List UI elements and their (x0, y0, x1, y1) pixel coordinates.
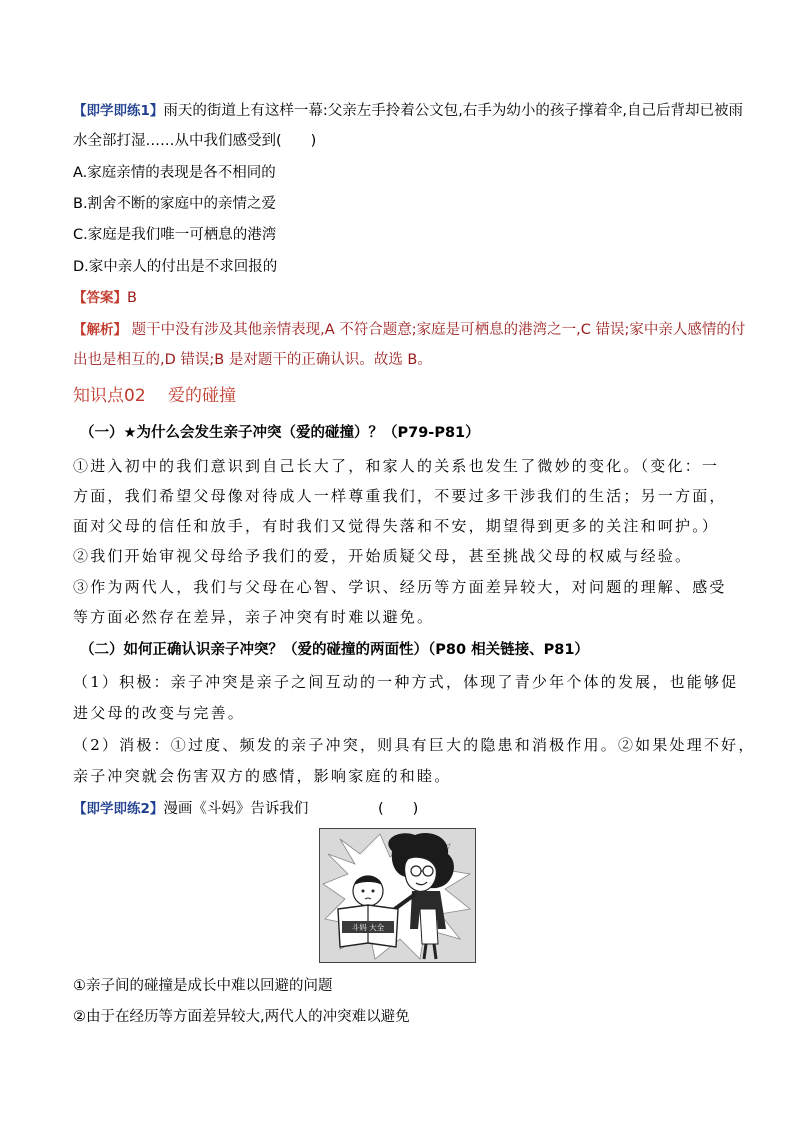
section-2-line-4: 亲子冲突就会伤害双方的感情，影响家庭的和睦。 (73, 767, 452, 785)
comic-drawing (320, 829, 476, 963)
exercise-2-option-2: ②由于在经历等方面差异较大,两代人的冲突难以避免 (73, 1009, 410, 1025)
exercise-2-stem-text: 漫画《斗妈》告诉我们 (163, 801, 309, 817)
exercise-1-answer (73, 287, 137, 309)
analysis-tag: 【解析】 (73, 322, 127, 338)
section-1-line-3: 面对父母的信任和放手，有时我们又觉得失落和不安，期望得到更多的关注和呵护。） (73, 517, 720, 535)
exercise-2-answer-blank: ( ) (378, 801, 419, 817)
section-2-line-3: （2）消极：①过度、频发的亲子冲突，则具有巨大的隐患和消极作用。②如果处理不好， (73, 736, 756, 754)
section-1-line-5: ③作为两代人，我们与父母在心智、学识、经历等方面差异较大，对问题的理解、感受 (73, 578, 727, 596)
section-2-line-1: （1）积极：亲子冲突是亲子之间互动的一种方式，体现了青少年个体的发展，也能够促 (73, 673, 739, 691)
comic-book-title: 斗妈 大全 (351, 923, 385, 932)
exercise-1-tag: 【即学即练1】 (73, 103, 164, 119)
knowledge-point-heading: 知识点02 爱的碰撞 (73, 386, 237, 406)
section-1-line-1: ①进入初中的我们意识到自己长大了，和家人的关系也发生了微妙的变化。（变化：一 (73, 457, 720, 475)
section-2-line-2: 进父母的改变与完善。 (73, 704, 246, 722)
exercise-1-option-a: A.家庭亲情的表现是各不相同的 (73, 165, 276, 181)
exercise-1-analysis-line-1 (73, 319, 745, 341)
section-2-heading: （二）如何正确认识亲子冲突？（爱的碰撞的两面性）（P80 相关链接、P81） (80, 642, 589, 658)
exercise-1-option-d: D.家中亲人的付出是不求回报的 (73, 259, 278, 275)
exercise-1-option-c: C.家庭是我们唯一可栖息的港湾 (73, 227, 277, 243)
exercise-1-stem-line-2: 水全部打湿……从中我们感受到( ) (73, 133, 317, 149)
exercise-2-tag: 【即学即练2】 (73, 801, 164, 817)
analysis-text: 题干中没有涉及其他亲情表现,A 不符合题意;家庭是可栖息的港湾之一,C 错误;家中亲人感情的付 (127, 322, 746, 338)
section-1-line-2: 方面，我们希望父母像对待成人一样尊重我们，不要过多干涉我们的生活；另一方面， (73, 487, 727, 505)
exercise-1-analysis-line-2: 出也是相互的,D 错误;B 是对题干的正确认识。故选 B。 (73, 352, 432, 368)
answer-tag: 【答案】 (73, 290, 127, 306)
exercise-1-option-b: B.割舍不断的家庭中的亲情之爱 (73, 196, 277, 212)
exercise-2-option-1: ①亲子间的碰撞是成长中难以回避的问题 (73, 978, 333, 994)
section-1-heading: （一）★为什么会发生亲子冲突（爱的碰撞）？（P79-P81） (80, 425, 480, 441)
exercise-2-stem (73, 798, 308, 820)
section-1-line-6: 等方面必然存在差异，亲子冲突有时难以避免。 (73, 608, 435, 626)
answer-value: B (127, 290, 137, 306)
exercise-1-stem-text: 雨天的街道上有这样一幕:父亲左手拎着公文包,右手为幼小的孩子撑着伞,自己后背却已被雨 (163, 103, 744, 119)
section-1-line-4: ②我们开始审视父母给予我们的爱，开始质疑父母，甚至挑战父母的权威与经验。 (73, 547, 693, 565)
exercise-1-stem-line-1 (73, 100, 743, 122)
comic-illustration (319, 828, 476, 963)
